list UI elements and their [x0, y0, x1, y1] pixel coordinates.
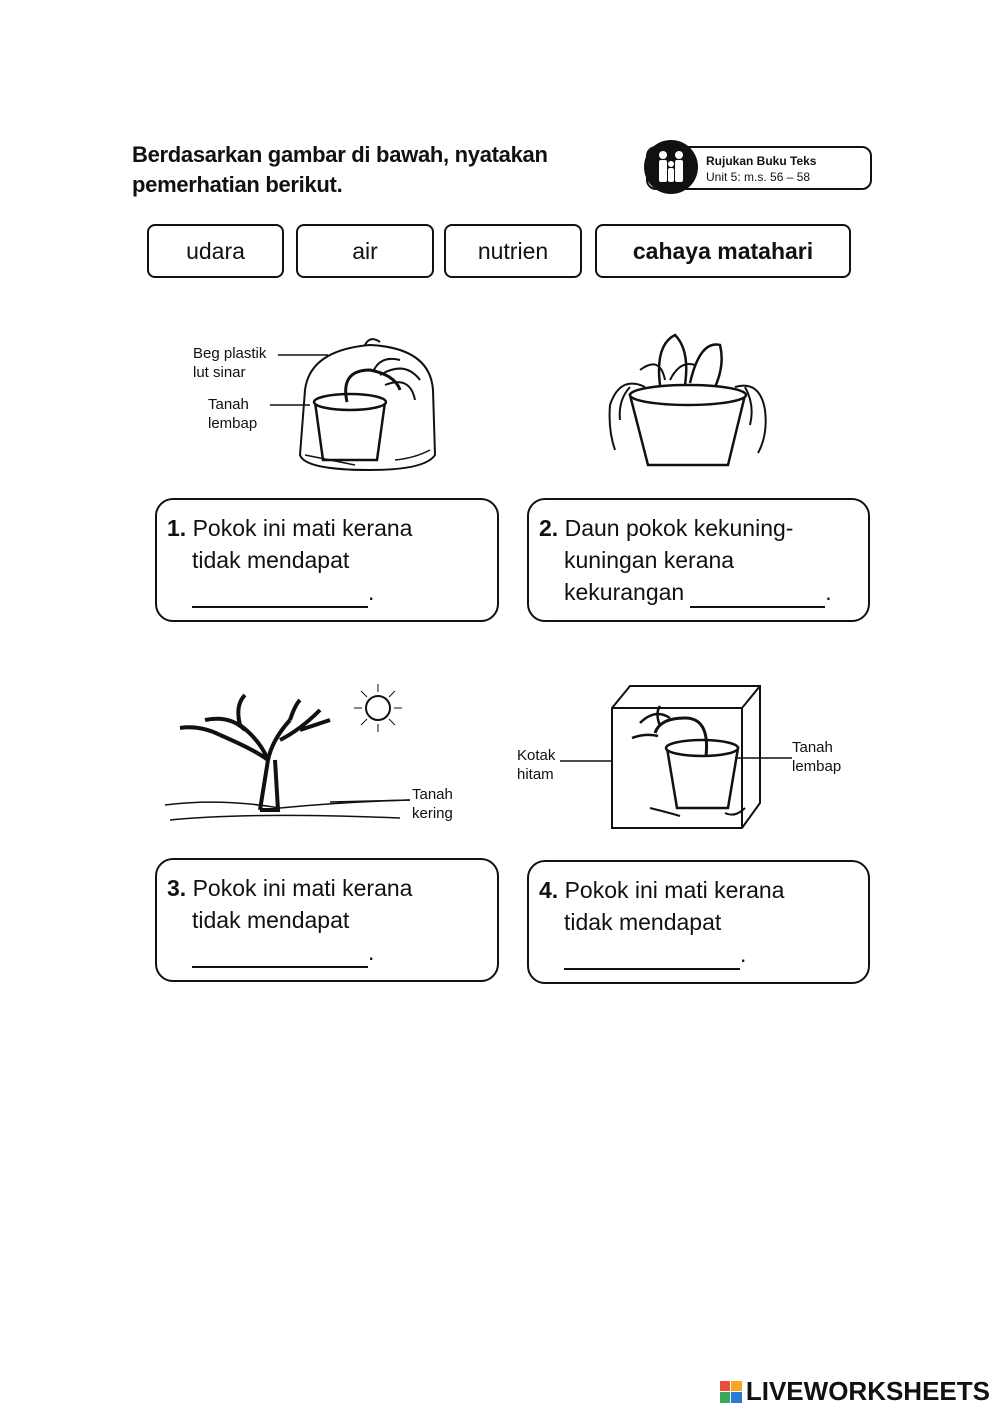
question-4-line-2: tidak mendapat: [564, 909, 722, 935]
figure-wilting-plant: [600, 325, 775, 470]
question-box-2: 2. Daun pokok kekuning- kuningan kerana kekurangan .: [527, 498, 870, 622]
word-option-udara[interactable]: udara: [147, 224, 284, 278]
figure-dry-tree-with-sun: [160, 680, 420, 830]
question-3-line-1: Pokok ini mati kerana: [192, 875, 413, 901]
label-plastic-bag: Beg plastik lut sinar: [193, 345, 267, 381]
reference-title: Rujukan Buku Teks: [706, 154, 817, 168]
question-box-1: 1. Pokok ini mati kerana tidak mendapat .: [155, 498, 499, 622]
label-black-box: Kotak hitam: [517, 747, 556, 783]
family-icon: [644, 140, 698, 194]
question-3-line-2: tidak mendapat: [192, 907, 350, 933]
figure1-leader-lines: [270, 345, 330, 415]
instruction-line-2: pemerhatian berikut.: [132, 172, 343, 197]
word-option-cahaya-matahari[interactable]: cahaya matahari: [595, 224, 851, 278]
question-number-4: 4.: [539, 877, 559, 903]
label-moist-soil-2: Tanah lembap: [792, 739, 842, 775]
liveworksheets-logo-icon: [720, 1381, 742, 1403]
question-4-line-1: Pokok ini mati kerana: [564, 877, 785, 903]
label-moist-soil-1: Tanah lembap: [208, 396, 258, 432]
brand-text: LIVEWORKSHEETS: [745, 1376, 990, 1406]
figure-plant-in-black-box: [560, 678, 800, 833]
question-box-3: 3. Pokok ini mati kerana tidak mendapat .: [155, 858, 499, 982]
liveworksheets-brand: [720, 1376, 990, 1407]
answer-blank-2[interactable]: [690, 580, 825, 608]
question-box-4: 4. Pokok ini mati kerana tidak mendapat .: [527, 860, 870, 984]
instruction-line-1: Berdasarkan gambar di bawah, nyatakan: [132, 142, 548, 167]
question-2-line-3: kekurangan: [564, 579, 685, 605]
label-dry-soil: Tanah kering: [412, 786, 453, 822]
textbook-reference-box: [646, 146, 872, 190]
question-2-line-2: kuningan kerana: [564, 547, 735, 573]
question-2-line-1: Daun pokok kekuning-: [564, 515, 794, 541]
question-1-line-2: tidak mendapat: [192, 547, 350, 573]
answer-blank-3[interactable]: [192, 940, 368, 968]
word-option-air[interactable]: air: [296, 224, 434, 278]
answer-blank-1[interactable]: [192, 580, 368, 608]
answer-blank-4[interactable]: [564, 942, 740, 970]
word-option-nutrien[interactable]: nutrien: [444, 224, 582, 278]
reference-pages: Unit 5: m.s. 56 – 58: [706, 170, 811, 184]
question-number-1: 1.: [167, 515, 187, 541]
question-1-line-1: Pokok ini mati kerana: [192, 515, 413, 541]
instruction-heading: [132, 140, 632, 200]
question-number-2: 2.: [539, 515, 559, 541]
question-number-3: 3.: [167, 875, 187, 901]
reference-text: [706, 153, 816, 185]
